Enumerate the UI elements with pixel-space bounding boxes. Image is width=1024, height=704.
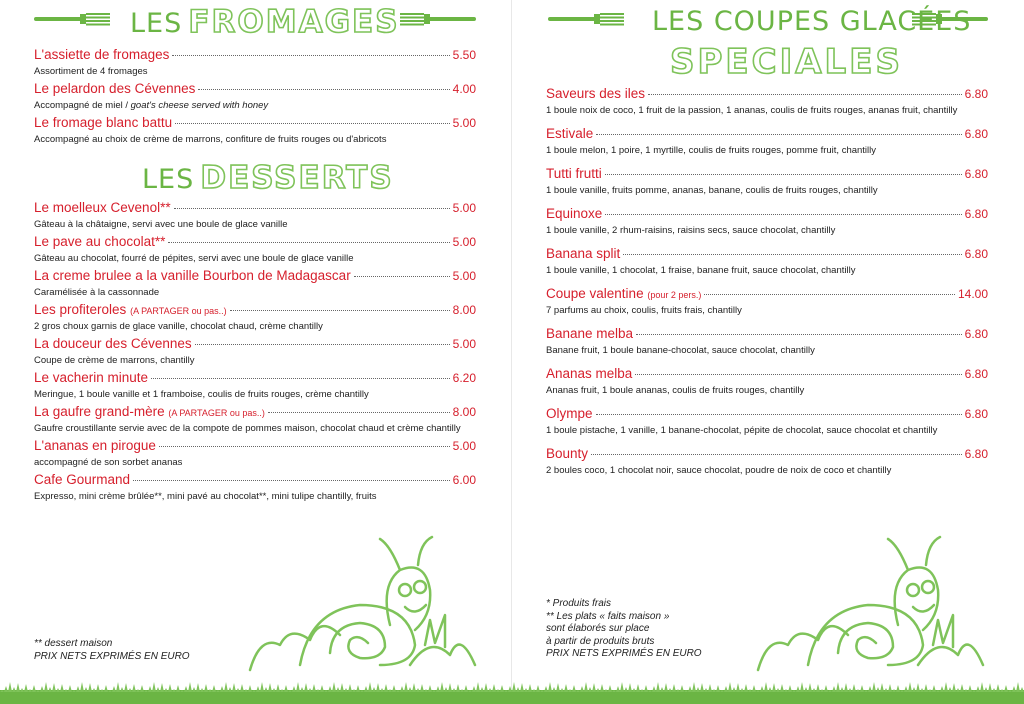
menu-item-description-text: Accompagné au choix de crème de marrons, confiture de fruits rouges ou d'abricots [34, 134, 387, 145]
menu-item-description-text: Assortiment de 4 fromages [34, 66, 148, 77]
menu-item-name [34, 47, 169, 62]
menu-item-price: 8.00 [452, 405, 476, 419]
note-line: PRIX NETS EXPRIMÉS EN EURO [546, 648, 702, 659]
menu-item [34, 472, 476, 506]
right-notes [546, 598, 702, 661]
fromages-title-bold: FROMAGES [188, 4, 400, 40]
menu-item-price: 6.80 [964, 207, 988, 221]
menu-item [34, 81, 476, 115]
menu-item-name [546, 446, 588, 461]
dot-leader [635, 374, 961, 375]
menu-item-row [34, 268, 476, 286]
fromages-title [130, 4, 400, 40]
menu-item-description [34, 423, 476, 438]
menu-item-price: 6.20 [452, 371, 476, 385]
menu-item-description [546, 305, 988, 320]
menu-item-row [34, 302, 476, 320]
menu-item-price: 6.80 [964, 127, 988, 141]
menu-item [34, 200, 476, 234]
menu-item-name [34, 472, 130, 487]
menu-item-name-text: Cafe Gourmand [34, 472, 131, 487]
menu-item-name [34, 200, 171, 215]
menu-item [546, 446, 988, 480]
menu-item-row [546, 286, 988, 304]
menu-item-price: 5.00 [452, 337, 476, 351]
menu-item [34, 47, 476, 81]
menu-item-name [546, 366, 632, 381]
menu-item-description [34, 219, 476, 234]
coupes-title-thin: LES COUPES GLACÉES [652, 6, 972, 37]
menu-item-name [546, 286, 701, 301]
menu-item-description-text: Gâteau au chocolat, fourré de pépites, servi avec une boule de glace vanille [34, 253, 354, 264]
menu-item-description-text: Expresso, mini crème brûlée**, mini pavé au chocolat**, mini tulipe chantilly, fruits [34, 491, 377, 502]
menu-item-name-text: Banane melba [546, 326, 634, 341]
menu-item-name [34, 81, 195, 96]
menu-item [546, 366, 988, 400]
menu-item [546, 166, 988, 200]
menu-item-row [546, 166, 988, 184]
menu-item-name [546, 246, 620, 261]
menu-item [34, 302, 476, 336]
menu-item-description [546, 385, 988, 400]
fork-icon [400, 12, 476, 26]
dot-leader [133, 480, 450, 481]
menu-item-price: 5.50 [452, 48, 476, 62]
menu-item [34, 370, 476, 404]
left-notes [34, 638, 190, 663]
menu-item [546, 126, 988, 160]
dot-leader [648, 94, 962, 95]
menu-item-description [34, 287, 476, 302]
fork-icon [548, 12, 624, 26]
menu-item-name [34, 234, 165, 249]
menu-item-price: 4.00 [452, 82, 476, 96]
menu-item-row [546, 446, 988, 464]
menu-item-name-text: Banana split [546, 246, 621, 261]
menu-item-row [546, 86, 988, 104]
menu-item-row [34, 472, 476, 490]
menu-item-description-text: Caramélisée à la cassonnade [34, 287, 160, 298]
menu-item-name-text: La gaufre grand-mère [34, 404, 165, 419]
menu-item-name [34, 370, 148, 385]
menu-item-name-text: Les profiteroles [34, 302, 127, 317]
menu-item-name [34, 438, 156, 453]
menu-item-description-text: Meringue, 1 boule vanille et 1 framboise, coulis de fruits rouges, crème chantilly [34, 389, 369, 400]
right-page [512, 0, 1024, 704]
note-line: * Produits frais [546, 598, 612, 609]
menu-item-description [34, 100, 476, 115]
menu-item-name-text: Le pelardon des Cévennes [34, 81, 196, 96]
menu-item-row [34, 404, 476, 422]
menu-item-description-text: 1 boule melon, 1 poire, 1 myrtille, coulis de fruits rouges, pomme fruit, chantilly [546, 145, 877, 156]
menu-item-description [34, 355, 476, 370]
menu-item-description [546, 225, 988, 240]
menu-item-note: (A PARTAGER ou pas..) [168, 408, 265, 418]
note-line: ** dessert maison [34, 638, 113, 649]
menu-item [34, 115, 476, 149]
menu-item-price: 6.00 [452, 473, 476, 487]
menu-item-name-text: Coupe valentine [546, 286, 644, 301]
menu-item [34, 404, 476, 438]
menu-item [34, 438, 476, 472]
menu-item-name-text: Le moelleux Cevenol** [34, 200, 171, 215]
menu-item-description-text: 1 boule pistache, 1 vanille, 1 banane-chocolat, pépite de chocolat, sauce chocolat et chantilly [546, 425, 938, 436]
menu-item [546, 86, 988, 120]
menu-item-description-text: 1 boule vanille, fruits pomme, ananas, banane, coulis de fruits rouges, chantilly [546, 185, 878, 196]
menu-item-name-text: L'assiette de fromages [34, 47, 170, 62]
dot-leader [195, 344, 450, 345]
dot-leader [605, 174, 962, 175]
snail-illustration [240, 535, 480, 675]
menu-item-row [34, 370, 476, 388]
dot-leader [230, 310, 450, 311]
menu-item-name [34, 302, 227, 317]
dot-leader [354, 276, 450, 277]
dot-leader [596, 414, 962, 415]
menu-item-name-text: Olympe [546, 406, 593, 421]
menu-item-row [34, 438, 476, 456]
menu-item-row [546, 366, 988, 384]
menu-item [546, 286, 988, 320]
menu-item-description [546, 105, 988, 120]
menu-item-name-text: Equinoxe [546, 206, 603, 221]
menu-item-description [34, 66, 476, 81]
menu-item-price: 6.80 [964, 447, 988, 461]
menu-item-row [34, 115, 476, 133]
dot-leader [168, 242, 449, 243]
menu-item-description [34, 321, 476, 336]
coupes-title [652, 6, 971, 37]
menu-item-price: 6.80 [964, 367, 988, 381]
menu-item-price: 6.80 [964, 87, 988, 101]
menu-item [546, 246, 988, 280]
desserts-title [142, 160, 394, 196]
menu-item-price: 5.00 [452, 269, 476, 283]
menu-item-price: 5.00 [452, 201, 476, 215]
menu-item-name-text: La douceur des Cévennes [34, 336, 192, 351]
menu-item [34, 234, 476, 268]
menu-item-description [34, 253, 476, 268]
menu-item-price: 6.80 [964, 247, 988, 261]
menu-item-description-text: Banane fruit, 1 boule banane-chocolat, sauce chocolat, chantilly [546, 345, 815, 356]
menu-item-description [34, 491, 476, 506]
menu-item [34, 268, 476, 302]
menu-item-name [34, 268, 351, 283]
menu-item-price: 5.00 [452, 439, 476, 453]
menu-item-name-text: L'ananas en pirogue [34, 438, 156, 453]
menu-item-description [34, 134, 476, 149]
menu-item-description-text: 7 parfums au choix, coulis, fruits frais, chantilly [546, 305, 742, 316]
menu-item-row [34, 200, 476, 218]
desserts-title-thin: LES [142, 164, 195, 195]
menu-item-description [546, 265, 988, 280]
menu-item-name [546, 326, 633, 341]
menu-item-name-text: Le fromage blanc battu [34, 115, 173, 130]
menu-item [546, 206, 988, 240]
menu-item-name [546, 166, 602, 181]
desserts-list [34, 200, 476, 506]
menu-item-price: 14.00 [957, 287, 988, 301]
fromages-list [34, 47, 476, 149]
menu-item-description-text: 2 gros choux garnis de glace vanille, chocolat chaud, crème chantilly [34, 321, 323, 332]
menu-item-description [546, 185, 988, 200]
menu-item-description-text: 2 boules coco, 1 chocolat noir, sauce chocolat, poudre de noix de coco et chantilly [546, 465, 892, 476]
menu-item-row [34, 47, 476, 65]
menu-item-price: 6.80 [964, 167, 988, 181]
menu-item-name [546, 86, 645, 101]
menu-item-name-text: Estivale [546, 126, 594, 141]
dot-leader [268, 412, 450, 413]
menu-item-name-text: Tutti frutti [546, 166, 602, 181]
note-line: sont élaborés sur place [546, 623, 650, 634]
dot-leader [704, 294, 955, 295]
menu-item-description [546, 425, 988, 440]
menu-item-description [546, 145, 988, 160]
dot-leader [172, 55, 449, 56]
dot-leader [636, 334, 962, 335]
menu-item-note: (A PARTAGER ou pas..) [130, 306, 227, 316]
dot-leader [605, 214, 961, 215]
coupes-subtitle: SPECIALES [670, 42, 903, 82]
menu-item-name-text: Ananas melba [546, 366, 633, 381]
menu-item [546, 406, 988, 440]
menu-item [34, 336, 476, 370]
menu-item-row [34, 81, 476, 99]
menu-item-description-text: 1 boule noix de coco, 1 fruit de la passion, 1 ananas, coulis de fruits rouges, ananas fruit, chantilly [546, 105, 958, 116]
menu-item-description [34, 457, 476, 472]
menu-item-description-text: Ananas fruit, 1 boule ananas, coulis de fruits rouges, chantilly [546, 385, 805, 396]
menu-item-name-text: Saveurs des iles [546, 86, 646, 101]
coupes-list [546, 86, 988, 486]
menu-item-description-text: Gaufre croustillante servie avec de la compote de pommes maison, chocolat chaud et crème chantilly [34, 423, 461, 434]
snail-illustration [748, 535, 988, 675]
fromages-title-thin: LES [130, 8, 183, 39]
menu-item-name-text: La creme brulee a la vanille Bourbon de Madagascar [34, 268, 351, 283]
menu-item-description-text: 1 boule vanille, 1 chocolat, 1 fraise, banane fruit, sauce chocolat, chantilly [546, 265, 856, 276]
menu-item-price: 5.00 [452, 235, 476, 249]
menu-item-note: (pour 2 pers.) [647, 290, 702, 300]
menu-item-row [34, 234, 476, 252]
menu-item-description [546, 465, 988, 480]
menu-item-name-text: Bounty [546, 446, 589, 461]
menu-item-description-text: 1 boule vanille, 2 rhum-raisins, raisins secs, sauce chocolat, chantilly [546, 225, 836, 236]
menu-item-name [34, 404, 265, 419]
dot-leader [174, 208, 450, 209]
menu-item-description [34, 389, 476, 404]
menu-item-name [34, 115, 172, 130]
menu-item-name [34, 336, 192, 351]
menu-item-row [546, 326, 988, 344]
dot-leader [596, 134, 961, 135]
menu-item-description-text: Coupe de crème de marrons, chantilly [34, 355, 195, 366]
dot-leader [175, 123, 450, 124]
menu-item-description [546, 345, 988, 360]
menu-item-name-text: Le vacherin minute [34, 370, 149, 385]
menu-item-price: 5.00 [452, 116, 476, 130]
menu-item-price: 6.80 [964, 407, 988, 421]
menu-item-description-text: Gâteau à la châtaigne, servi avec une boule de glace vanille [34, 219, 288, 230]
note-line: PRIX NETS EXPRIMÉS EN EURO [34, 650, 190, 662]
menu-item-row [34, 336, 476, 354]
menu-item-price: 8.00 [452, 303, 476, 317]
note-line: à partir de produits bruts [546, 635, 655, 647]
menu-item-description-text: accompagné de son sorbet ananas [34, 457, 183, 468]
grass-border [0, 680, 1024, 704]
dot-leader [591, 454, 962, 455]
menu-item-name [546, 206, 602, 221]
menu-item-row [546, 246, 988, 264]
menu-item-price: 6.80 [964, 327, 988, 341]
menu-item-name [546, 406, 593, 421]
fork-icon [34, 12, 110, 26]
desserts-title-bold: DESSERTS [200, 160, 394, 196]
menu-item-row [546, 126, 988, 144]
menu-item-row [546, 406, 988, 424]
dot-leader [159, 446, 450, 447]
dot-leader [151, 378, 450, 379]
note-line: ** Les plats « faits maison » [546, 610, 670, 622]
dot-leader [623, 254, 961, 255]
menu-item-description-text: Accompagné de miel / [34, 100, 131, 111]
menu-item-name-text: Le pave au chocolat** [34, 234, 166, 249]
menu-item-row [546, 206, 988, 224]
menu-item-description-translation: goat's cheese served with honey [130, 100, 269, 111]
menu-item-name [546, 126, 593, 141]
menu-item [546, 326, 988, 360]
dot-leader [198, 89, 449, 90]
